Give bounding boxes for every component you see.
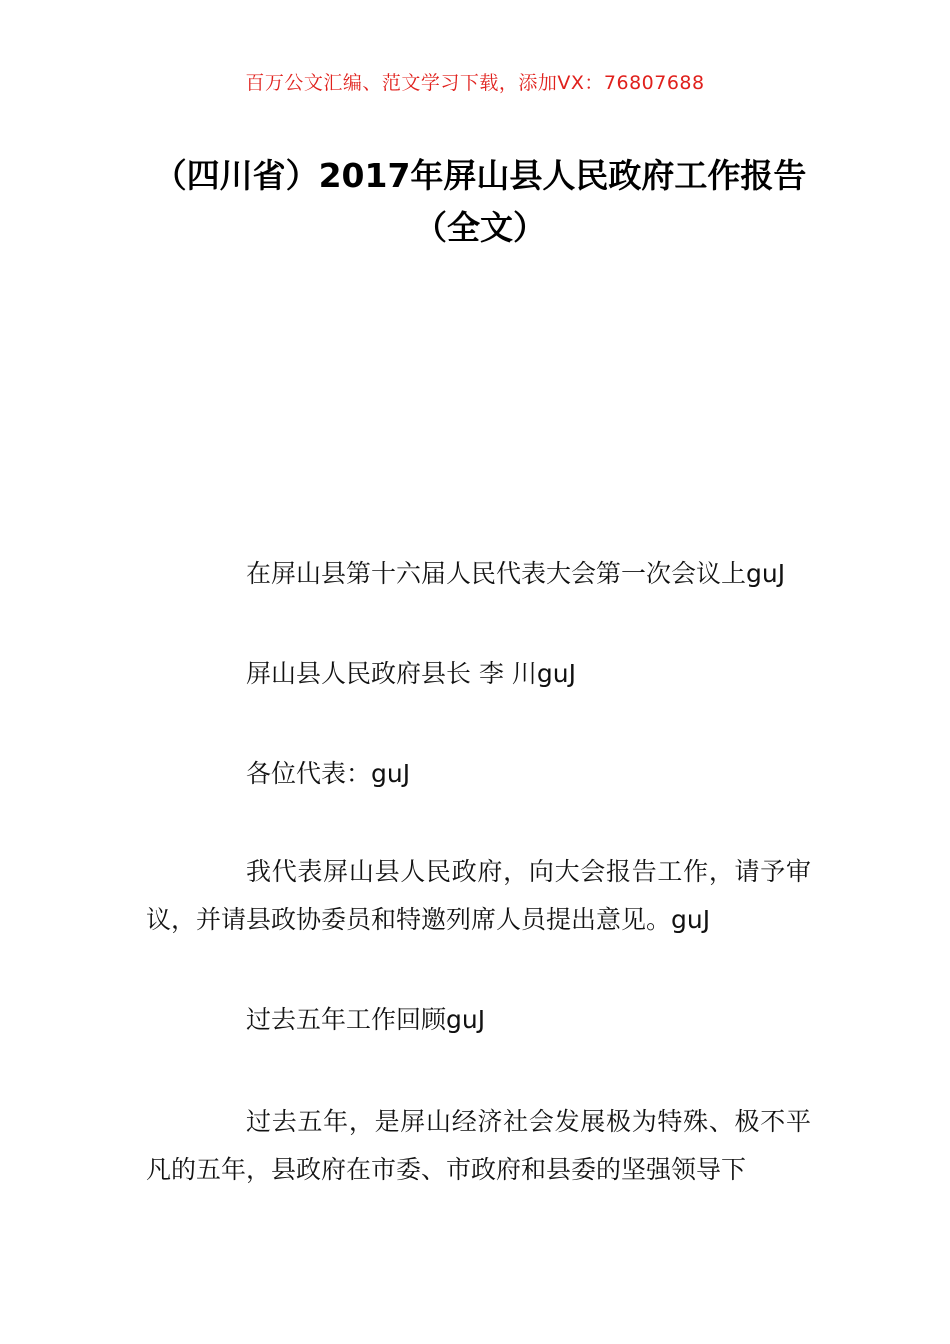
paragraph-section-heading: 过去五年工作回顾guJ: [246, 1005, 486, 1034]
document-title: （四川省）2017年屏山县人民政府工作报告（全文）: [153, 156, 807, 247]
paragraph-meeting: 在屏山县第十六届人民代表大会第一次会议上guJ: [246, 559, 786, 588]
paragraph-speaker: 屏山县人民政府县长 李 川guJ: [246, 659, 576, 688]
paragraph-salutation: 各位代表：guJ: [246, 759, 411, 788]
paragraph-review: 过去五年，是屏山经济社会发展极为特殊、极不平凡的五年，县政府在市委、市政府和县委的坚强领导下: [146, 1107, 811, 1184]
header-note: 百万公文汇编、范文学习下载，添加VX：76807688: [245, 72, 705, 94]
paragraph-intro: 我代表屏山县人民政府，向大会报告工作，请予审议，并请县政协委员和特邀列席人员提出意见。guJ: [146, 857, 811, 934]
